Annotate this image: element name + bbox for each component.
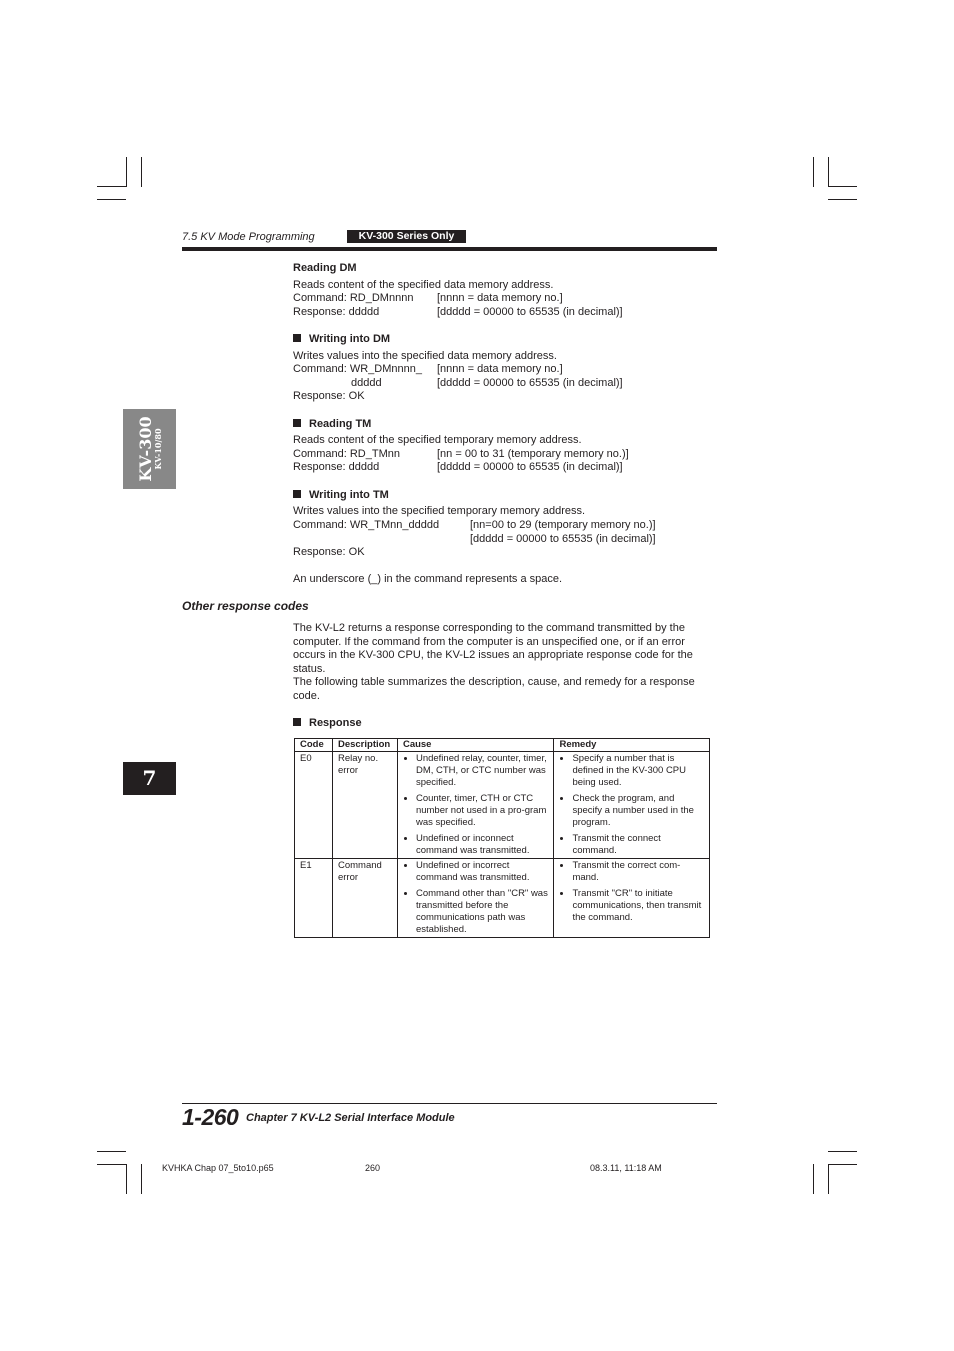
subheading-other-response-codes: Other response codes <box>182 599 309 613</box>
remedy-item: • Transmit the connect command. <box>572 833 704 857</box>
cell-cause <box>397 859 554 938</box>
crop-mark <box>813 157 814 187</box>
reading-tm-desc: Reads content of the specified temporary memory address. <box>293 434 582 446</box>
writing-dm-command-note2: [ddddd = 00000 to 65535 (in decimal)] <box>437 377 623 389</box>
writing-dm-command-note: [nnnn = data memory no.] <box>437 363 563 375</box>
side-tab-title: KV-300 <box>135 416 155 482</box>
crop-mark <box>828 157 829 187</box>
writing-dm-command-data: ddddd <box>351 377 382 389</box>
square-bullet-icon <box>293 718 301 726</box>
cell-description: Relay no. error <box>332 752 397 859</box>
crop-mark <box>126 157 127 187</box>
cause-item: • Undefined relay, counter, timer, DM, CTH, or CTC number was specified. <box>416 753 549 789</box>
crop-mark <box>97 199 126 200</box>
reading-dm-desc: Reads content of the specified data memory address. <box>293 279 554 291</box>
crop-mark <box>828 186 857 187</box>
heading-writing-tm: Writing into TM <box>293 489 389 501</box>
reading-dm-response: Response: ddddd <box>293 306 380 318</box>
header-remedy: Remedy <box>554 739 710 752</box>
crop-mark <box>813 1164 814 1194</box>
underscore-note: An underscore (_) in the command represents a space. <box>293 573 563 585</box>
writing-tm-command-note: [nn=00 to 29 (temporary memory no.)] <box>470 519 656 531</box>
crop-mark <box>126 1164 127 1194</box>
cell-remedy <box>554 859 710 938</box>
cell-code: E0 <box>295 752 333 859</box>
reading-dm-command-note: [nnnn = data memory no.] <box>437 292 563 304</box>
table-row <box>295 752 710 859</box>
square-bullet-icon <box>293 490 301 498</box>
crop-mark <box>141 157 142 187</box>
heading-writing-dm: Writing into DM <box>293 333 390 345</box>
header-code: Code <box>295 739 333 752</box>
header-cause: Cause <box>397 739 554 752</box>
table-header-row <box>295 739 710 752</box>
table-row <box>295 859 710 938</box>
paragraph-intro: The KV-L2 returns a response corresponding to the command transmitted by the computer. If the command from the computer is an unspecified one, or if an error occurs in the KV-300 CPU, the KV-L2 issues an appropriate response code for the status. <box>293 622 693 675</box>
writing-dm-desc: Writes values into the specified data memory address. <box>293 350 557 362</box>
cell-cause <box>397 752 554 859</box>
crop-mark <box>828 199 857 200</box>
reading-dm-command: Command: RD_DMnnnn <box>293 292 414 304</box>
crop-mark <box>141 1164 142 1194</box>
cause-item: • Command other than "CR" was transmitted before the communications path was established. <box>416 888 549 936</box>
writing-dm-command: Command: WR_DMnnnn_ <box>293 363 422 375</box>
crop-mark <box>97 1151 126 1152</box>
footer-rule <box>182 1103 717 1104</box>
writing-dm-response: Response: OK <box>293 390 365 402</box>
writing-tm-response: Response: OK <box>293 546 365 558</box>
heading-reading-tm: Reading TM <box>293 418 371 430</box>
page-number: 1-260 <box>182 1104 239 1130</box>
crop-mark <box>828 1164 857 1165</box>
side-tab-subtitle: KV-10/80 <box>152 428 163 470</box>
writing-tm-desc: Writes values into the specified temporary memory address. <box>293 505 586 517</box>
remedy-item: • Transmit the correct com-mand. <box>572 860 704 884</box>
header-description: Description <box>332 739 397 752</box>
side-tab-kv300 <box>123 409 176 489</box>
cause-item: • Undefined or incorrect command was transmitted. <box>416 860 549 884</box>
reading-tm-command-note: [nn = 00 to 31 (temporary memory no.)] <box>437 448 629 460</box>
reading-tm-response: Response: ddddd <box>293 461 380 473</box>
response-code-table <box>294 738 710 938</box>
remedy-item: • Check the program, and specify a number used in the program. <box>572 793 704 829</box>
series-badge: KV-300 Series Only <box>347 230 466 243</box>
writing-tm-command: Command: WR_TMnn_ddddd <box>293 519 440 531</box>
square-bullet-icon <box>293 419 301 427</box>
crop-mark <box>828 1164 829 1194</box>
section-title: 7.5 KV Mode Programming <box>182 231 315 243</box>
heading-response-table: Response <box>293 717 362 729</box>
heading-reading-dm: Reading DM <box>293 262 357 274</box>
crop-mark <box>828 1151 857 1152</box>
writing-tm-command-note2: [ddddd = 00000 to 65535 (in decimal)] <box>470 533 656 545</box>
cause-item: • Counter, timer, CTH or CTC number not used in a pro-gram was specified. <box>416 793 549 829</box>
slug-file: KVHKA Chap 07_5to10.p65 <box>162 1163 274 1173</box>
slug-date: 08.3.11, 11:18 AM <box>590 1163 662 1173</box>
crop-mark <box>97 186 126 187</box>
cell-remedy <box>554 752 710 859</box>
reading-tm-command: Command: RD_TMnn <box>293 448 400 460</box>
slug-page: 260 <box>365 1163 381 1173</box>
reading-dm-response-note: [ddddd = 00000 to 65535 (in decimal)] <box>437 306 623 318</box>
cause-item: • Undefined or inconnect command was transmitted. <box>416 833 549 857</box>
cell-code: E1 <box>295 859 333 938</box>
chapter-tab: 7 <box>123 762 176 795</box>
cell-description: Command error <box>332 859 397 938</box>
paragraph-summary: The following table summarizes the description, cause, and remedy for a response code. <box>293 676 695 702</box>
remedy-item: • Specify a number that is defined in the KV-300 CPU being used. <box>572 753 704 789</box>
header-rule <box>182 247 717 251</box>
square-bullet-icon <box>293 334 301 342</box>
reading-tm-response-note: [ddddd = 00000 to 65535 (in decimal)] <box>437 461 623 473</box>
chapter-title: Chapter 7 KV-L2 Serial Interface Module <box>246 1112 455 1124</box>
crop-mark <box>97 1164 126 1165</box>
remedy-item: • Transmit "CR" to initiate communications, then transmit the command. <box>572 888 704 924</box>
